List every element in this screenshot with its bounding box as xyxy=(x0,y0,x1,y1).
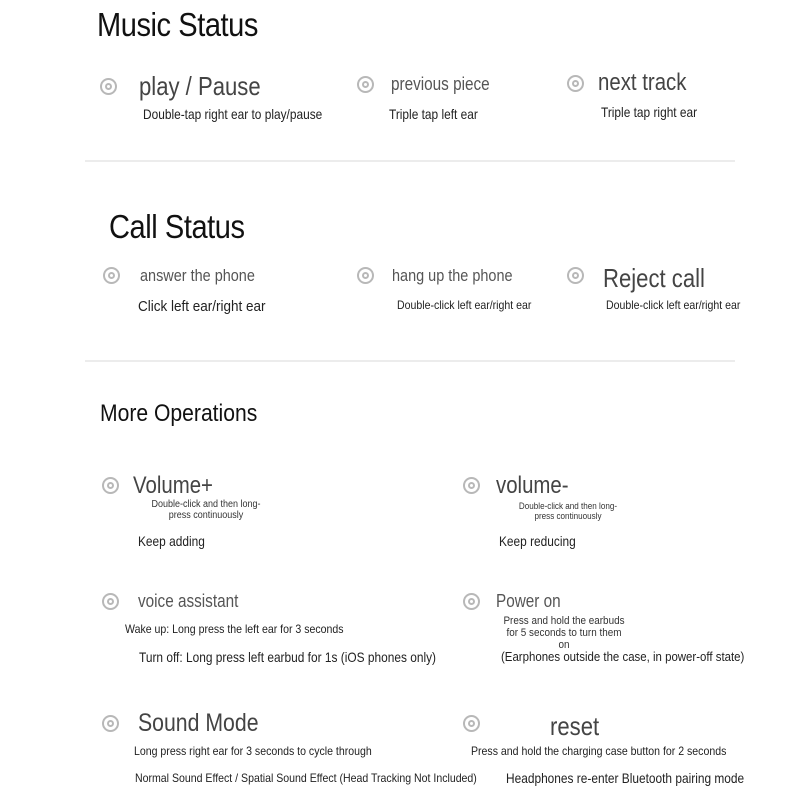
next-track-label: next track xyxy=(598,69,687,96)
answer-phone-desc: Click left ear/right ear xyxy=(138,298,266,315)
more-operations-title: More Operations xyxy=(100,400,258,427)
section-divider xyxy=(85,160,735,162)
play-pause-label: play / Pause xyxy=(139,71,261,101)
answer-phone-label: answer the phone xyxy=(140,266,255,285)
voice-assistant-label: voice assistant xyxy=(138,591,239,611)
play-pause-desc: Double-tap right ear to play/pause xyxy=(143,106,323,122)
reject-call-label: Reject call xyxy=(603,263,705,293)
power-on-note: (Earphones outside the case, in power-off state) xyxy=(501,649,745,664)
hang-up-desc: Double-click left ear/right ear xyxy=(397,298,532,312)
radio-icon xyxy=(567,75,584,92)
radio-icon xyxy=(567,267,584,284)
previous-piece-label: previous piece xyxy=(391,74,490,94)
radio-icon xyxy=(463,477,480,494)
section-divider xyxy=(85,360,735,362)
radio-icon xyxy=(357,76,374,93)
radio-icon xyxy=(103,267,120,284)
volume-down-label: volume- xyxy=(496,472,569,499)
radio-icon xyxy=(102,477,119,494)
sound-mode-desc: Long press right ear for 3 seconds to cycle through xyxy=(134,744,372,758)
power-on-label: Power on xyxy=(496,591,561,611)
radio-icon xyxy=(102,593,119,610)
reset-result: Headphones re-enter Bluetooth pairing mode xyxy=(506,770,745,786)
volume-down-result: Keep reducing xyxy=(499,533,576,549)
sound-mode-options: Normal Sound Effect / Spatial Sound Effect (Head Tracking Not Included) xyxy=(135,771,477,785)
call-status-title: Call Status xyxy=(109,208,245,245)
reset-label: reset xyxy=(550,711,600,741)
hang-up-label: hang up the phone xyxy=(392,266,513,285)
voice-assistant-wake: Wake up: Long press the left ear for 3 seconds xyxy=(125,622,344,636)
next-track-desc: Triple tap right ear xyxy=(601,104,698,120)
radio-icon xyxy=(463,593,480,610)
radio-icon xyxy=(102,715,119,732)
voice-assistant-off: Turn off: Long press left earbud for 1s (iOS phones only) xyxy=(139,649,437,665)
power-on-desc: Press and hold the earbuds for 5 seconds to turn them on xyxy=(503,615,625,651)
reject-call-desc: Double-click left ear/right ear xyxy=(606,298,741,312)
volume-down-desc: Double-click and then long-press continuously xyxy=(518,501,618,521)
volume-up-desc: Double-click and then long-press continuously xyxy=(151,499,261,521)
sound-mode-label: Sound Mode xyxy=(138,709,259,737)
previous-piece-desc: Triple tap left ear xyxy=(389,106,478,122)
radio-icon xyxy=(463,715,480,732)
music-status-title: Music Status xyxy=(97,6,258,43)
radio-icon xyxy=(357,267,374,284)
volume-up-label: Volume+ xyxy=(133,472,213,499)
volume-up-result: Keep adding xyxy=(138,533,205,549)
radio-icon xyxy=(100,78,117,95)
reset-desc: Press and hold the charging case button for 2 seconds xyxy=(471,744,727,758)
